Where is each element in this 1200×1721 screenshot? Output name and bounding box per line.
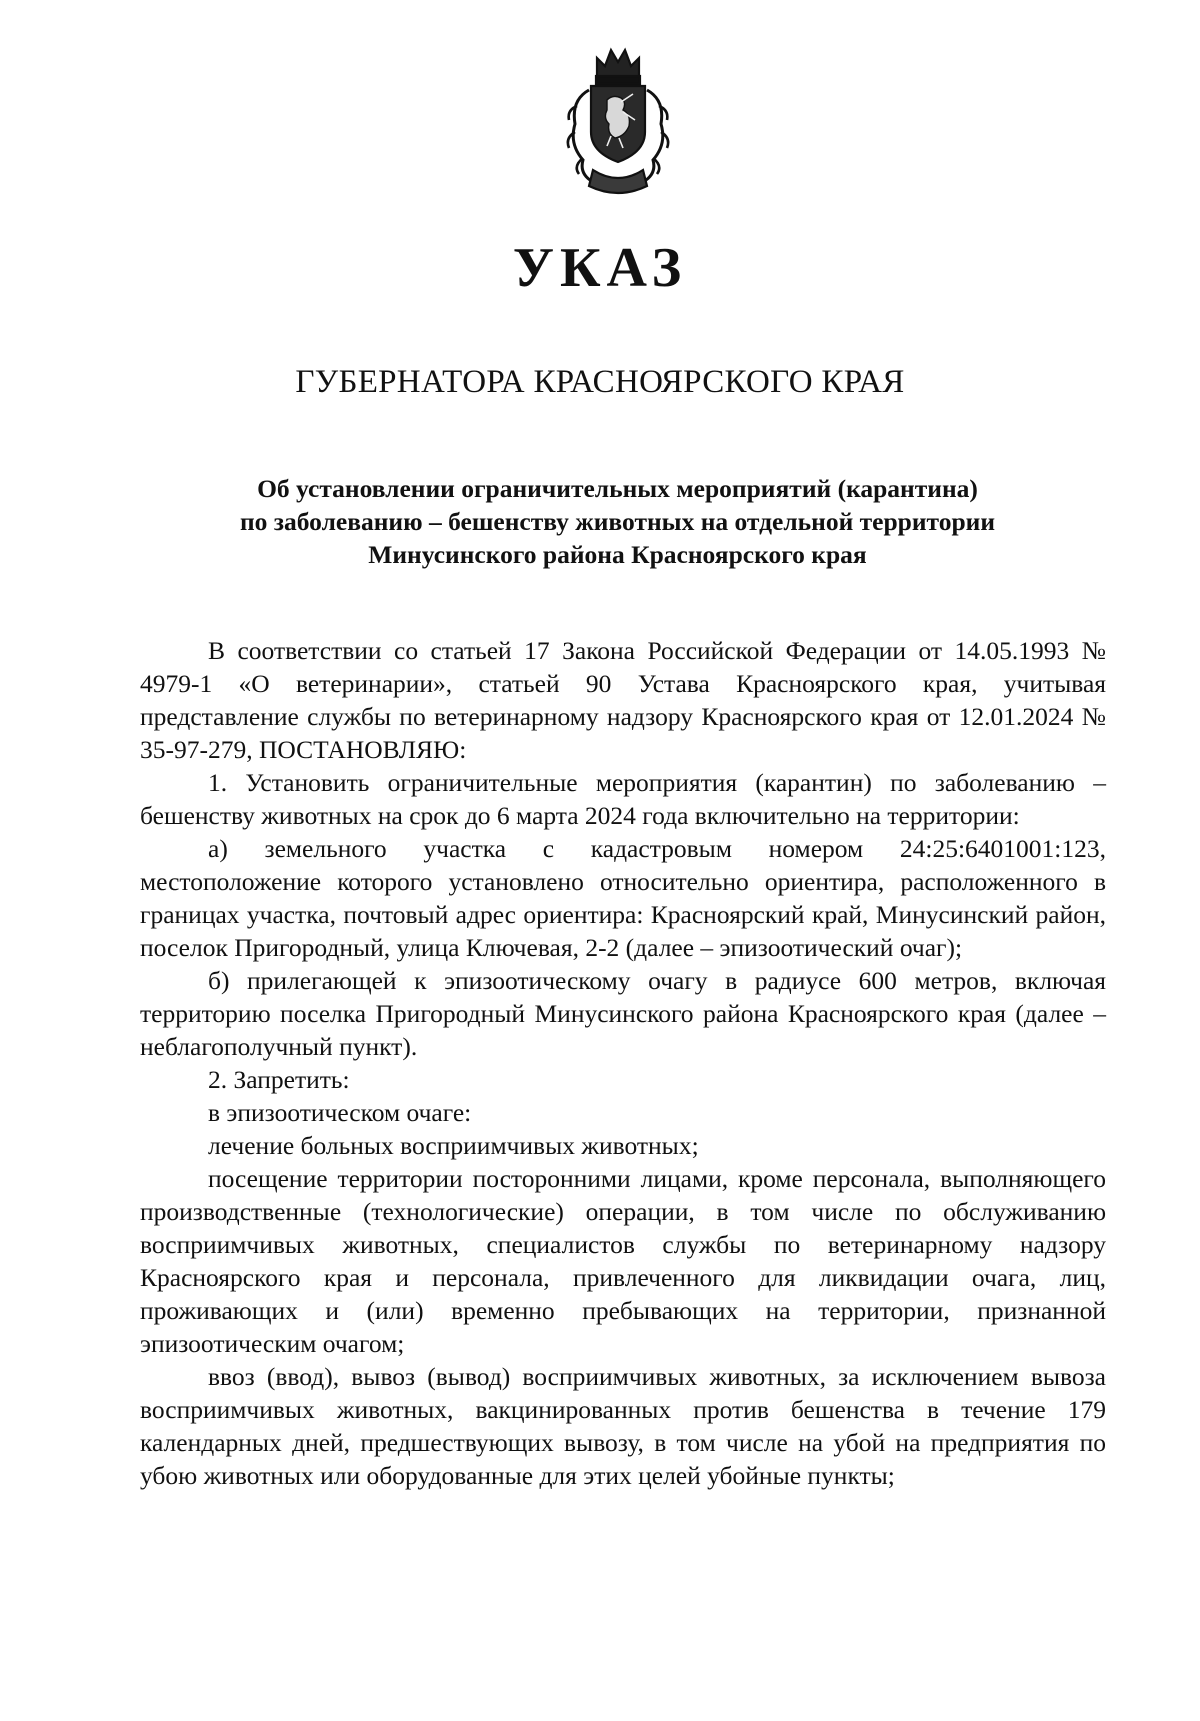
body-paragraph: в эпизоотическом очаге: <box>208 1098 472 1127</box>
body-paragraph: 1. Установить ограничительные мероприятия (карантин) по заболеванию – бешенству животных на срок до 6 марта 2024 года включительно на территории: <box>140 768 1106 830</box>
coat-of-arms-emblem <box>563 40 673 200</box>
heading-line: по заболеванию – бешенству животных на отдельной территории <box>239 507 996 536</box>
body-paragraph: В соответствии со статьей 17 Закона Российской Федерации от 14.05.1993 № 4979-1 «О ветеринарии», статьей 90 Устава Красноярского края, учитывая представление службы по ветеринарному надзору Красноярского края от 12.01.2024 № 35-97-279, ПОСТАНОВЛЯЮ: <box>140 636 1106 764</box>
document-title: УКАЗ <box>512 237 688 299</box>
heading-line: Минусинского района Красноярского края <box>368 540 867 569</box>
body-paragraph: посещение территории посторонними лицами, кроме персонала, выполняющего производственные (технологические) операции, в том числе по обслуживанию восприимчивых животных, специалистов службы по ветеринарному надзору Красноярского края и персонала, привлеченного для ликвидации очага, лиц, проживающих и (или) временно пребывающих на территории, признанной эпизоотическим очагом; <box>140 1164 1106 1358</box>
heading-line: Об установлении ограничительных мероприятий (карантина) <box>257 474 978 503</box>
document-body <box>140 634 1106 1492</box>
document-issuer: ГУБЕРНАТОРА КРАСНОЯРСКОГО КРАЯ <box>295 364 905 400</box>
body-paragraph: ввоз (ввод), вывоз (вывод) восприимчивых животных, за исключением вывоза восприимчивых животных, вакцинированных против бешенства в течение 179 календарных дней, предшествующих вывозу, в том числе на убой на предприятия по убою животных или оборудованные для этих целей убойные пункты; <box>140 1362 1106 1490</box>
body-paragraph: а) земельного участка с кадастровым номером 24:25:6401001:123, местоположение которого установлено относительно ориентира, расположенного в границах участка, почтовый адрес ориентира: Красноярский край, Минусинский район, поселок Пригородный, улица Ключевая, 2-2 (далее – эпизоотический очаг); <box>140 834 1106 962</box>
body-paragraph: б) прилегающей к эпизоотическому очагу в радиусе 600 метров, включая территорию поселка Пригородный Минусинского района Красноярского края (далее – неблагополучный пункт). <box>140 966 1106 1061</box>
document-heading <box>150 472 1085 571</box>
body-paragraph: 2. Запретить: <box>208 1065 350 1094</box>
body-paragraph: лечение больных восприимчивых животных; <box>208 1131 699 1160</box>
